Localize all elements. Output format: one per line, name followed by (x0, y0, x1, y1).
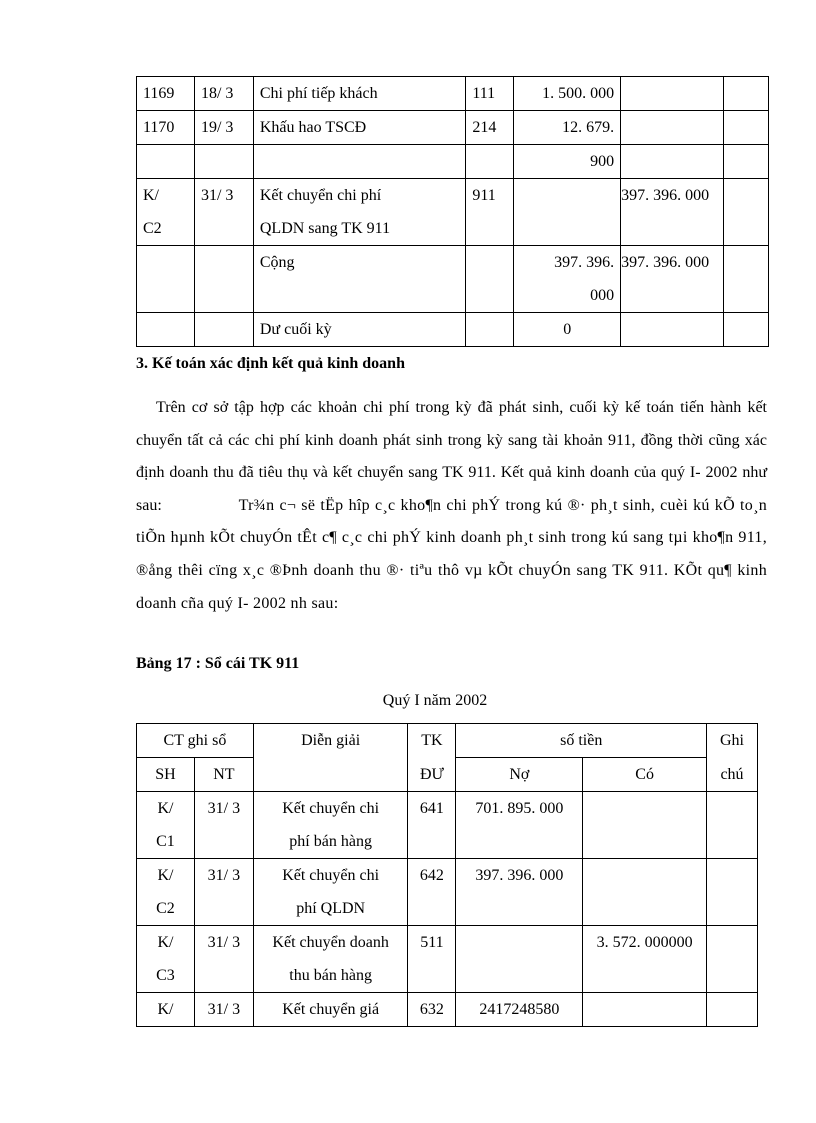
cell-nt (194, 246, 253, 280)
cell-sh (137, 279, 195, 313)
cell-credit (621, 279, 724, 313)
cell-nt: 31/ 3 (194, 859, 253, 926)
cell-credit (583, 993, 707, 1027)
cell-description: Chi phí tiếp khách (253, 77, 466, 111)
header-so-tien: số tiền (456, 724, 707, 758)
cell-note (724, 279, 769, 313)
cell-note (707, 926, 758, 993)
cell-credit (583, 792, 707, 859)
cell-description: QLDN sang TK 911 (253, 212, 466, 246)
cell-sh: 1169 (137, 77, 195, 111)
cell-sh: C3 (137, 959, 195, 993)
header-du: ĐƯ (408, 758, 456, 792)
header-co: Có (583, 758, 707, 792)
table-header-row (137, 758, 758, 792)
cell-debit: 900 (514, 145, 621, 179)
cell-credit (621, 212, 724, 246)
cell-sh: 1170 (137, 111, 195, 145)
cell-account: 511 (408, 926, 456, 993)
cell-credit (621, 111, 724, 145)
cell-account (466, 145, 514, 179)
header-tk: TK (408, 724, 456, 758)
cell-account (466, 279, 514, 313)
cell-debit: 701. 895. 000 (456, 792, 583, 859)
cell-description: phí QLDN (253, 892, 408, 926)
cell-sh (137, 313, 195, 347)
cell-nt: 31/ 3 (194, 993, 253, 1027)
cell-debit (456, 926, 583, 993)
cell-description (253, 145, 466, 179)
cell-account: 641 (408, 792, 456, 859)
cell-note (707, 792, 758, 859)
cell-sh (137, 145, 195, 179)
cell-description: Kết chuyển chi phí (253, 179, 466, 213)
table-subtitle: Quý I năm 2002 (382, 692, 488, 709)
cell-account (466, 212, 514, 246)
header-ghi: Ghi (707, 724, 758, 758)
cell-note (724, 179, 769, 213)
cell-debit: 2417248580 (456, 993, 583, 1027)
cell-sh: K/ (137, 792, 195, 826)
cell-sh: K/ (137, 859, 195, 893)
cell-credit: 397. 396. 000 (621, 246, 724, 280)
ledger-table-911 (136, 723, 758, 1027)
table-row (137, 313, 769, 347)
cell-sh: K/ (137, 993, 195, 1027)
table-row (137, 111, 769, 145)
cell-description: Khấu hao TSCĐ (253, 111, 466, 145)
cell-credit: 3. 572. 000000 (583, 926, 707, 993)
cell-note (724, 313, 769, 347)
cell-credit: 397. 396. 000 (621, 179, 724, 213)
section-heading: 3. Kế toán xác định kết quả kinh doanh (136, 355, 405, 372)
cell-nt: 31/ 3 (194, 926, 253, 993)
cell-account: 642 (408, 859, 456, 926)
cell-description: Kết chuyển chi (253, 792, 408, 826)
cell-note (724, 145, 769, 179)
cell-note (724, 111, 769, 145)
cell-debit: 12. 679. (514, 111, 621, 145)
table-row (137, 859, 758, 893)
cell-nt (194, 145, 253, 179)
cell-nt: 18/ 3 (194, 77, 253, 111)
paragraph-text: Trên cơ sở tập hợp các khoản chi phí trong kỳ đã phát sinh, cuối kỳ kế toán tiến hành kết chuyển tất cả các chi phí kinh doanh phát sinh trong kỳ sang tài khoản 911, đồng thời cũng xác định doanh thu đã tiêu thụ và kết chuyển sang TK 911. Kết quả kinh doanh của quý I- 2002 như sau: (136, 399, 767, 514)
cell-account: 111 (466, 77, 514, 111)
cell-credit (621, 77, 724, 111)
cell-nt (194, 212, 253, 246)
cell-description: Kết chuyển giá (253, 993, 408, 1027)
header-chu: chú (707, 758, 758, 792)
table-row (137, 926, 758, 960)
cell-note (707, 859, 758, 926)
header-dien-giai: Diễn giải (253, 724, 408, 792)
cell-note (724, 212, 769, 246)
ledger-table-top (136, 76, 769, 347)
cell-description (253, 279, 466, 313)
cell-debit (514, 212, 621, 246)
table-title: Bảng 17 : Sổ cái TK 911 (136, 655, 300, 672)
table-row (137, 212, 769, 246)
header-sh: SH (137, 758, 195, 792)
table-row (137, 179, 769, 213)
cell-nt: 19/ 3 (194, 111, 253, 145)
table-row (137, 993, 758, 1027)
cell-debit: 397. 396. 000 (456, 859, 583, 926)
cell-note (707, 993, 758, 1027)
table-row (137, 792, 758, 826)
table-row (137, 279, 769, 313)
cell-sh (137, 246, 195, 280)
cell-credit (583, 859, 707, 926)
cell-nt: 31/ 3 (194, 179, 253, 213)
body-paragraph (136, 392, 767, 620)
cell-sh: C1 (137, 825, 195, 859)
header-nt: NT (194, 758, 253, 792)
cell-description: Dư cuối kỳ (253, 313, 466, 347)
cell-credit (621, 313, 724, 347)
table-row (137, 246, 769, 280)
cell-note (724, 246, 769, 280)
cell-description: thu bán hàng (253, 959, 408, 993)
cell-nt: 31/ 3 (194, 792, 253, 859)
cell-account (466, 246, 514, 280)
cell-debit: 1. 500. 000 (514, 77, 621, 111)
table-row (137, 145, 769, 179)
cell-description: Kết chuyển doanh (253, 926, 408, 960)
header-no: Nợ (456, 758, 583, 792)
cell-description: phí bán hàng (253, 825, 408, 859)
table-header-row (137, 724, 758, 758)
cell-debit: 000 (514, 279, 621, 313)
header-ct-ghi-so: CT ghi sổ (137, 724, 254, 758)
cell-description: Kết chuyển chi (253, 859, 408, 893)
cell-sh: K/ (137, 179, 195, 213)
cell-account: 911 (466, 179, 514, 213)
cell-description: Cộng (253, 246, 466, 280)
cell-sh: C2 (137, 212, 195, 246)
cell-debit: 397. 396. (514, 246, 621, 280)
cell-nt (194, 279, 253, 313)
cell-credit (621, 145, 724, 179)
cell-sh: K/ (137, 926, 195, 960)
cell-debit (514, 179, 621, 213)
cell-account: 632 (408, 993, 456, 1027)
cell-note (724, 77, 769, 111)
garbled-text: Tr¾n c¬ së tËp hîp c¸c kho¶n chi phÝ trong kú ®· ph¸t sinh, cuèi kú kÕ to¸n tiÕn hµnh kÕt chuyÓn tÊt c¶ c¸c chi phÝ kinh doanh ph¸t sinh trong kú sang tµi kho¶n 911, ®ång thêi cïng x¸c ®Þnh doanh thu ®· tiªu thô vµ kÕt chuyÓn sang TK 911. KÕt qu¶ kinh doanh cña quý I- 2002 nh sau: (136, 496, 768, 612)
cell-sh: C2 (137, 892, 195, 926)
cell-nt (194, 313, 253, 347)
cell-account (466, 313, 514, 347)
cell-account: 214 (466, 111, 514, 145)
table-row (137, 77, 769, 111)
cell-debit: 0 (514, 313, 621, 347)
